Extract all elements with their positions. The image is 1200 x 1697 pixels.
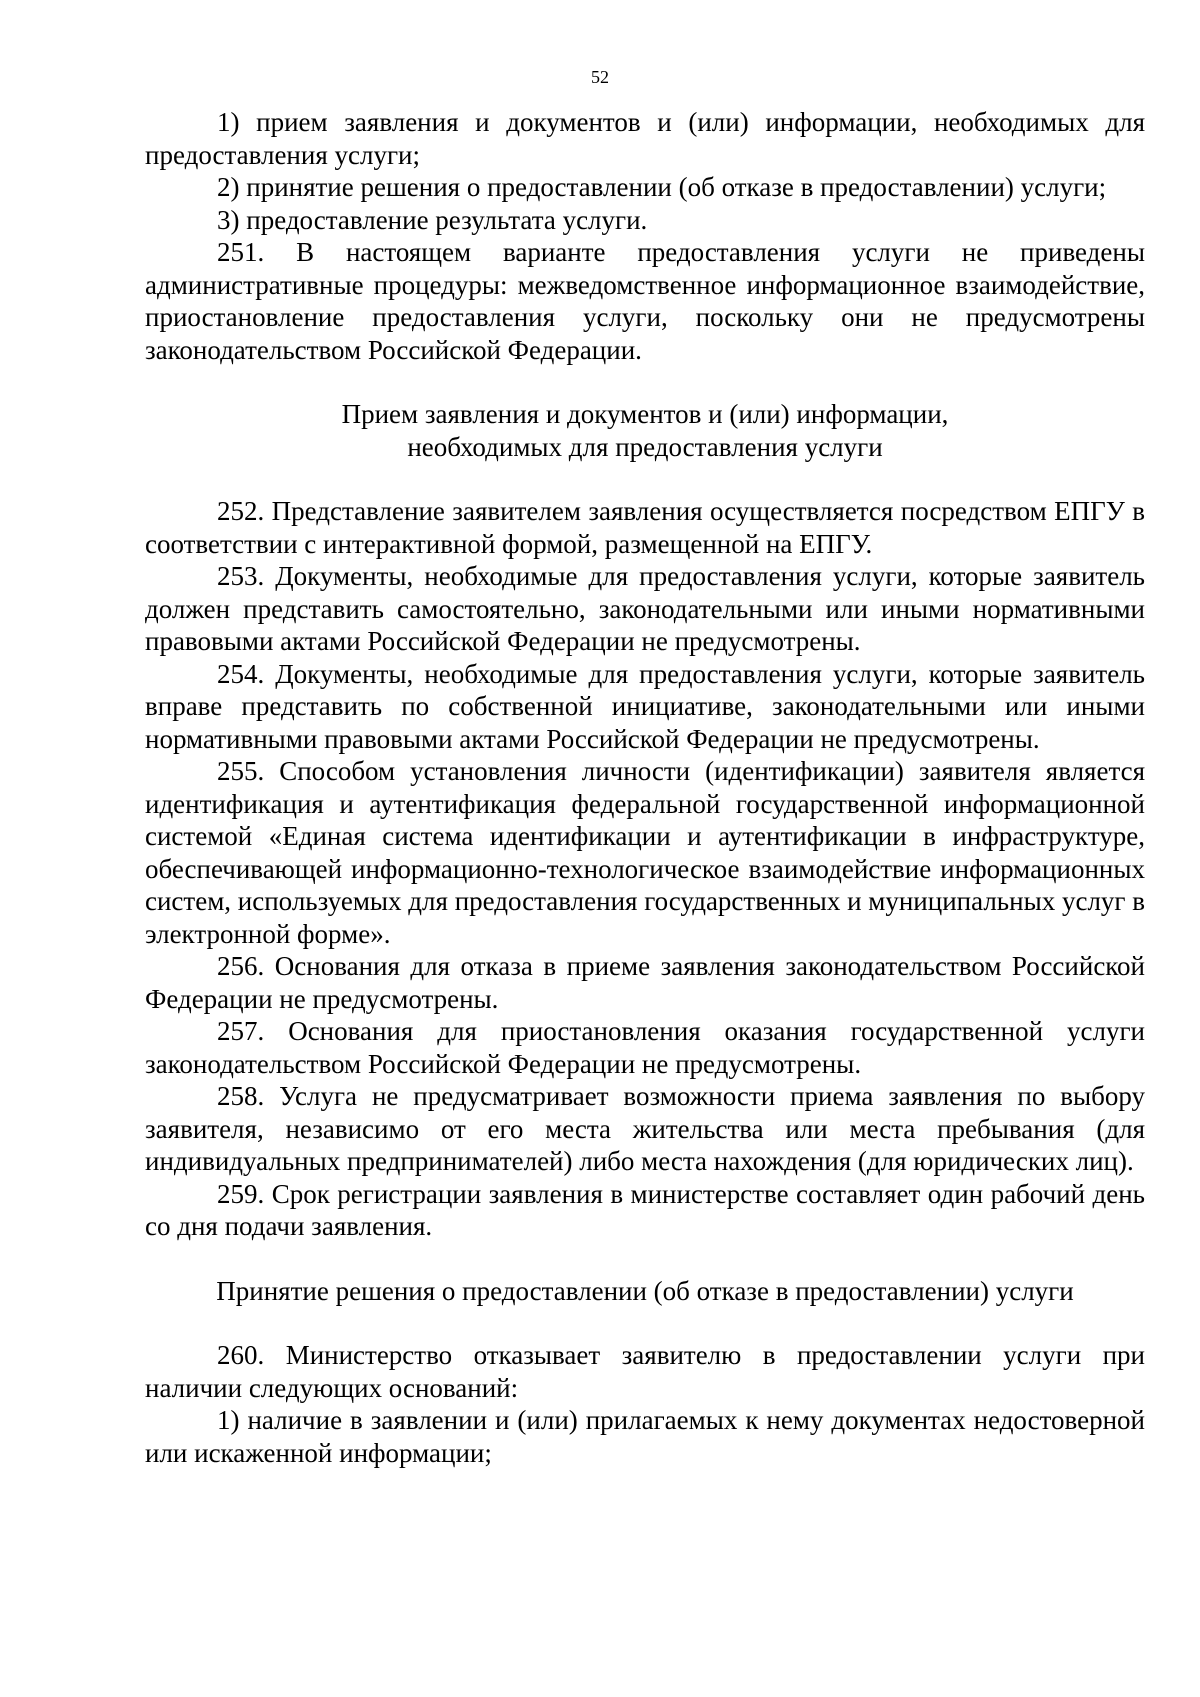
paragraph-256: 256. Основания для отказа в приеме заявления законодательством Российской Федерации не предусмотрены. (145, 951, 1145, 1014)
page-number: 52 (591, 67, 609, 87)
list-item-2: 2) принятие решения о предоставлении (об отказе в предоставлении) услуги; (217, 172, 1107, 202)
list-item-3: 3) предоставление результата услуги. (217, 204, 648, 235)
list-item-1: 1) прием заявления и документов и (или) информации, необходимых для предоставления услуги; (145, 107, 1145, 170)
paragraph-252: 252. Представление заявителем заявления осуществляется посредством ЕПГУ в соответствии с интерактивной формой, размещенной на ЕПГУ. (145, 496, 1145, 559)
paragraph-259: 259. Срок регистрации заявления в министерстве составляет один рабочий день со дня подачи заявления. (145, 1178, 1145, 1241)
paragraph-257: 257. Основания для приостановления оказания государственной услуги законодательством Российской Федерации не предусмотрены. (145, 1016, 1145, 1079)
section-heading-reception (145, 398, 1145, 463)
paragraph-258: 258. Услуга не предусматривает возможности приема заявления по выбору заявителя, независимо от его места жительства или места пребывания (для индивидуальных предпринимателей) либо места нахождения (для юридических лиц). (145, 1081, 1145, 1176)
document-body (145, 106, 1145, 1469)
paragraph-254: 254. Документы, необходимые для предоставления услуги, которые заявитель вправе представить по собственной инициативе, законодательными или иными нормативными правовыми актами Российской Федерации не предусмотрены. (145, 658, 1145, 754)
list-item-260-1: 1) наличие в заявлении и (или) прилагаемых к нему документах недостоверной или искаженной информации; (145, 1405, 1145, 1468)
paragraph-260: 260. Министерство отказывает заявителю в предоставлении услуги при наличии следующих оснований: (145, 1340, 1145, 1403)
paragraph-251: 251. В настоящем варианте предоставления услуги не приведены административные процедуры: межведомственное информационное взаимодействие, приостановление предоставления услуги, поскольку они не предусмотрены законодательством Российской Федерации. (145, 237, 1145, 365)
section-heading-line: Прием заявления и документов и (или) информации, (341, 399, 949, 429)
section-heading-line: необходимых для предоставления услуги (407, 431, 883, 462)
paragraph-255: 255. Способом установления личности (идентификации) заявителя является идентификация и аутентификация федеральной государственной информационной системой «Единая система идентификации и аутентификации в инфраструктуре, обеспечивающей информационно-технологическое взаимодействие информационных систем, используемых для предоставления государственных и муниципальных услуг в электронной форме». (145, 756, 1145, 949)
section-heading-decision (145, 1275, 1145, 1308)
paragraph-253: 253. Документы, необходимые для предоставления услуги, которые заявитель должен представить самостоятельно, законодательными или иными нормативными правовыми актами Российской Федерации не предусмотрены. (145, 561, 1145, 656)
section-heading-line: Принятие решения о предоставлении (об отказе в предоставлении) услуги (216, 1275, 1074, 1306)
